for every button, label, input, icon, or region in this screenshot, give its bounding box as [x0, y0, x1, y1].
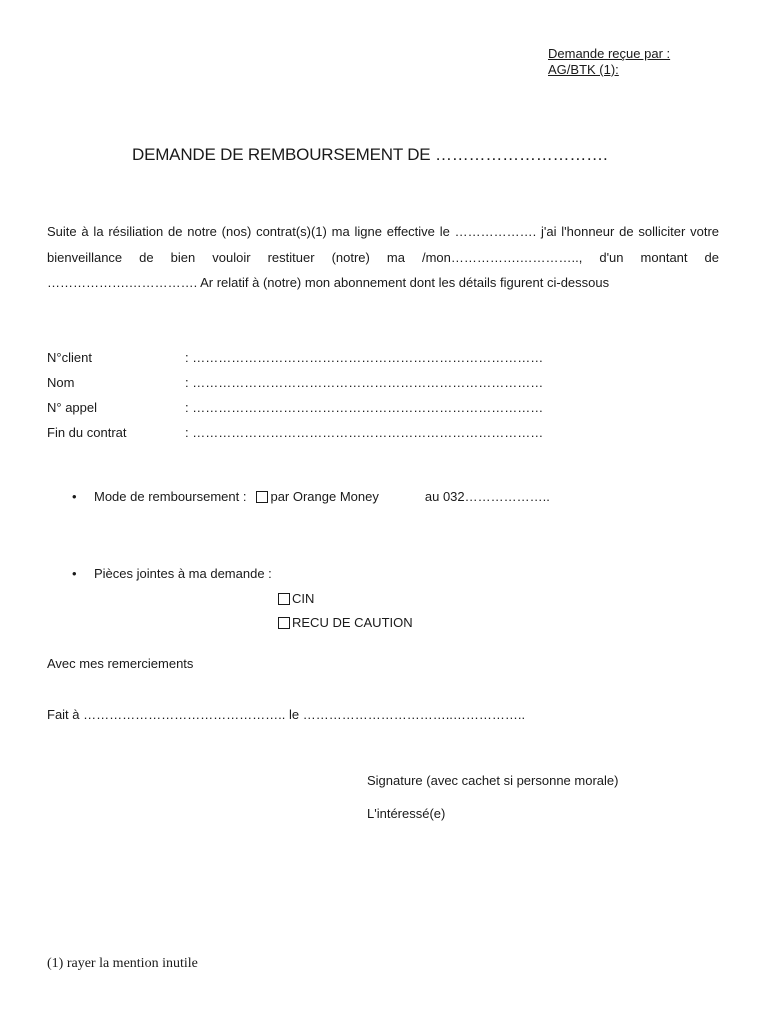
field-label: N°client	[47, 350, 92, 365]
orange-money-label: par Orange Money	[270, 489, 379, 504]
agency-label: AG/BTK (1):	[548, 62, 619, 77]
thanks-text: Avec mes remerciements	[47, 656, 194, 671]
client-fields	[47, 345, 605, 445]
bullet-icon: •	[72, 566, 77, 581]
footnote: (1) rayer la mention inutile	[47, 956, 198, 971]
field-label: Fin du contrat	[47, 425, 127, 440]
checkbox-icon[interactable]	[278, 593, 290, 605]
field-row-name	[47, 370, 605, 395]
field-row-contract-end	[47, 420, 605, 445]
field-value: : ………………………………………………………………………	[185, 350, 544, 365]
signature-label: Signature (avec cachet si personne morale)	[367, 773, 619, 788]
field-value: : ………………………………………………………………………	[185, 425, 544, 440]
checkbox-icon[interactable]	[256, 491, 268, 503]
signatory-label: L'intéressé(e)	[367, 806, 446, 821]
field-label: N° appel	[47, 400, 98, 415]
attachment-label: RECU DE CAUTION	[292, 615, 413, 630]
refund-mode-item	[72, 489, 550, 504]
field-label: Nom	[47, 375, 75, 390]
received-by-label: Demande reçue par :	[548, 46, 671, 61]
attachment-deposit-receipt	[278, 615, 413, 630]
orange-money-option	[256, 489, 378, 504]
attachments-label: Pièces jointes à ma demande :	[94, 566, 272, 581]
refund-mode-label: Mode de remboursement :	[94, 489, 247, 504]
field-value: : ………………………………………………………………………	[185, 375, 544, 390]
intro-paragraph: Suite à la résiliation de notre (nos) contrat(s)(1) ma ligne effective le ………………. j'ai l'honneur de solliciter votre bienveillance de bien vouloir restituer (notre) ma /mon…………….………….., d'un montant de ……………….……………. Ar relatif à (notre) mon abonnement dont les détails figurent ci-dessous	[47, 224, 719, 290]
received-by-block	[548, 46, 670, 78]
field-value: : ………………………………………………………………………	[185, 400, 544, 415]
attachment-label: CIN	[292, 591, 315, 606]
document-title: DEMANDE DE REMBOURSEMENT DE ………………………….	[132, 145, 608, 164]
place-date-line: Fait à ……………………………………….. le ……………………………..……………..	[47, 707, 526, 722]
field-row-client-number	[47, 345, 605, 370]
checkbox-icon[interactable]	[278, 617, 290, 629]
attachment-cin	[278, 591, 314, 606]
refund-number: au 032………………..	[424, 489, 550, 504]
attachments-item	[72, 566, 272, 581]
bullet-icon: •	[72, 489, 77, 504]
field-row-phone-number	[47, 395, 605, 420]
